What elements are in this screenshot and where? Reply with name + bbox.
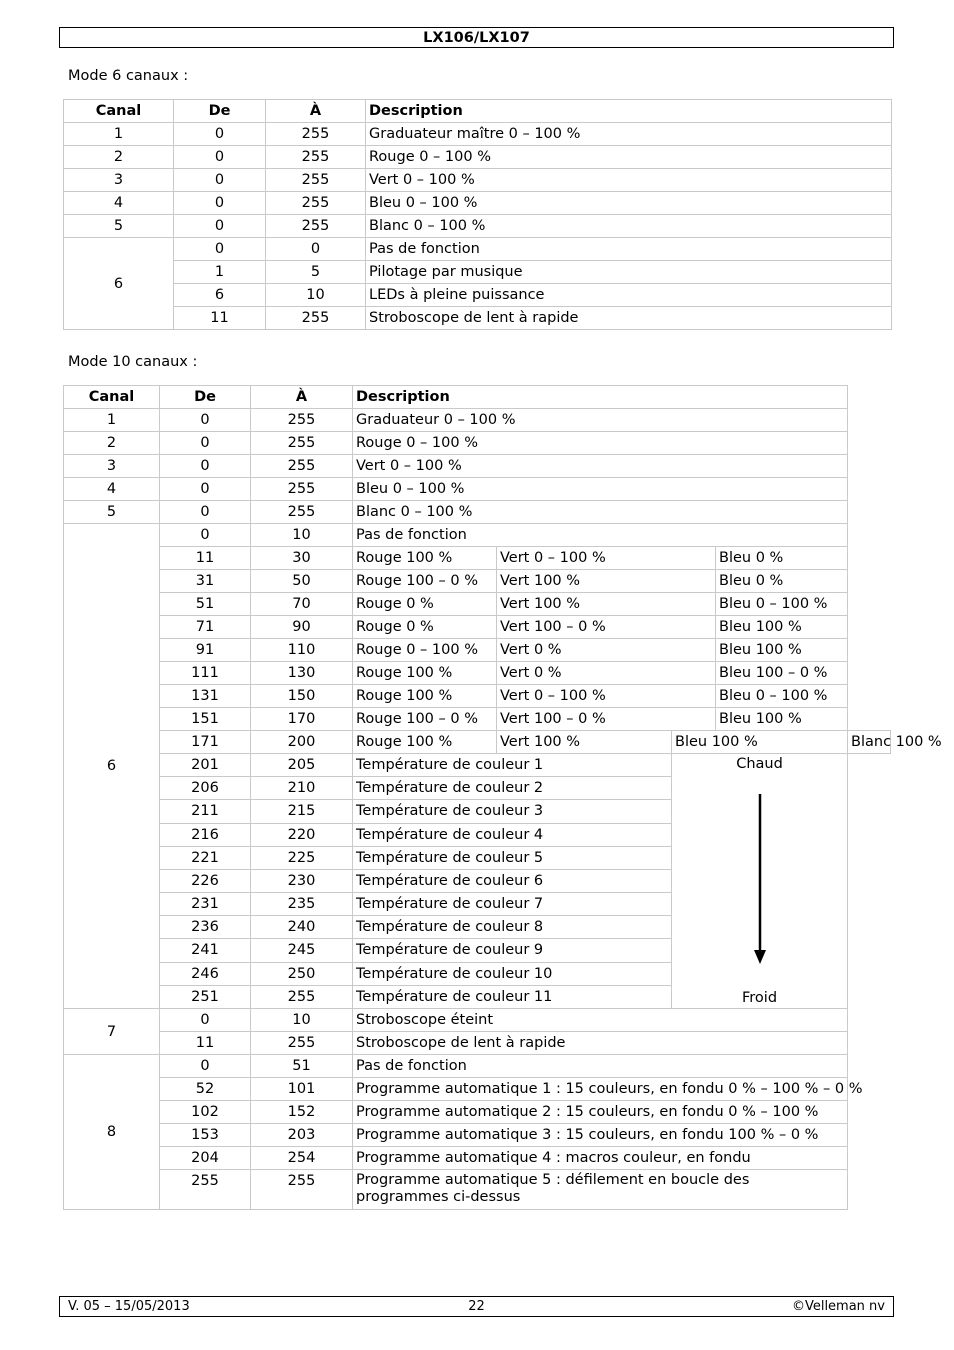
cell-red: Rouge 100 – 0 %	[353, 570, 497, 593]
cell-de: 0	[160, 1009, 251, 1032]
cell-a: 10	[266, 284, 366, 307]
table-row	[64, 731, 891, 754]
cell-a: 255	[251, 985, 353, 1008]
cell-de: 204	[160, 1147, 251, 1170]
cell-de: 51	[160, 593, 251, 616]
cell-canal: 6	[64, 524, 160, 1009]
cell-green: Vert 100 %	[497, 593, 716, 616]
cell-desc: Bleu 0 – 100 %	[353, 478, 848, 501]
copyright: ©Velleman nv	[791, 1299, 885, 1314]
cell-blue: Bleu 100 %	[672, 731, 848, 754]
cell-de: 1	[174, 261, 266, 284]
cell-a: 254	[251, 1147, 353, 1170]
cell-a: 245	[251, 939, 353, 962]
cell-a: 255	[251, 455, 353, 478]
cell-red: Rouge 0 %	[353, 593, 497, 616]
cell-de: 0	[160, 409, 251, 432]
cell-a: 255	[251, 432, 353, 455]
cell-green: Vert 100 – 0 %	[497, 708, 716, 731]
cell-red: Rouge 100 %	[353, 685, 497, 708]
table-row	[64, 409, 891, 432]
cell-desc: Stroboscope de lent à rapide	[353, 1032, 848, 1055]
cell-red: Rouge 100 %	[353, 731, 497, 754]
cell-a: 225	[251, 846, 353, 869]
table-row	[64, 547, 891, 570]
cell-a: 152	[251, 1101, 353, 1124]
cell-desc: Température de couleur 6	[353, 869, 672, 892]
cell-desc: Programme automatique 2 : 15 couleurs, en fondu 0 % – 100 %	[353, 1101, 848, 1124]
cell-de: 31	[160, 570, 251, 593]
cell-desc: Blanc 0 – 100 %	[353, 501, 848, 524]
cell-de: 236	[160, 916, 251, 939]
cell-a: 255	[266, 146, 366, 169]
cell-a: 51	[251, 1055, 353, 1078]
page-footer	[59, 1296, 894, 1317]
cell-desc: Température de couleur 1	[353, 754, 672, 777]
table-row	[64, 616, 891, 639]
table-row	[64, 1124, 891, 1147]
cell-a: 130	[251, 662, 353, 685]
cell-canal: 6	[64, 238, 174, 330]
cell-green: Vert 100 – 0 %	[497, 616, 716, 639]
cell-de: 251	[160, 985, 251, 1008]
cell-a: 255	[266, 169, 366, 192]
cell-red: Rouge 0 – 100 %	[353, 639, 497, 662]
cell-desc: Graduateur maître 0 – 100 %	[366, 123, 892, 146]
cell-desc: Programme automatique 4 : macros couleur, en fondu	[353, 1147, 848, 1170]
cell-desc: Rouge 0 – 100 %	[366, 146, 892, 169]
table-row	[64, 123, 892, 146]
table-row	[64, 524, 891, 547]
cell-red: Rouge 100 %	[353, 662, 497, 685]
cell-de: 0	[174, 146, 266, 169]
cell-a: 255	[266, 307, 366, 330]
cell-desc: LEDs à pleine puissance	[366, 284, 892, 307]
cell-blue: Bleu 0 – 100 %	[716, 593, 848, 616]
cell-de: 226	[160, 869, 251, 892]
cell-de: 201	[160, 754, 251, 777]
cell-de: 0	[174, 215, 266, 238]
cell-canal: 1	[64, 409, 160, 432]
cell-a: 230	[251, 869, 353, 892]
version-date: V. 05 – 15/05/2013	[68, 1299, 190, 1314]
table-header-row	[64, 100, 892, 123]
cell-a: 30	[251, 547, 353, 570]
cell-de: 0	[160, 455, 251, 478]
col-description: Description	[353, 386, 848, 409]
cell-de: 11	[160, 547, 251, 570]
cell-de: 255	[160, 1170, 251, 1210]
col-description: Description	[366, 100, 892, 123]
cell-a: 235	[251, 893, 353, 916]
cell-de: 52	[160, 1078, 251, 1101]
cell-a: 255	[251, 501, 353, 524]
col-a: À	[266, 100, 366, 123]
cell-canal: 1	[64, 123, 174, 146]
cell-blue: Bleu 100 – 0 %	[716, 662, 848, 685]
warm-label: Chaud	[736, 756, 783, 772]
cell-canal: 2	[64, 432, 160, 455]
cell-desc: Vert 0 – 100 %	[366, 169, 892, 192]
cell-desc: Stroboscope de lent à rapide	[366, 307, 892, 330]
cell-de: 216	[160, 823, 251, 846]
cell-desc: Bleu 0 – 100 %	[366, 192, 892, 215]
table-row	[64, 708, 891, 731]
cell-de: 131	[160, 685, 251, 708]
cell-green: Vert 0 – 100 %	[497, 547, 716, 570]
table-row	[64, 284, 892, 307]
cell-de: 0	[174, 123, 266, 146]
cell-desc: Température de couleur 10	[353, 962, 672, 985]
cell-blue: Bleu 100 %	[716, 639, 848, 662]
cell-canal: 2	[64, 146, 174, 169]
cell-white: Blanc 100 %	[848, 731, 891, 754]
cell-de: 91	[160, 639, 251, 662]
table-row	[64, 261, 892, 284]
col-de: De	[174, 100, 266, 123]
cell-de: 11	[160, 1032, 251, 1055]
cell-a: 255	[266, 192, 366, 215]
col-canal: Canal	[64, 100, 174, 123]
cell-a: 255	[266, 123, 366, 146]
cell-de: 11	[174, 307, 266, 330]
table-row	[64, 501, 891, 524]
cell-desc: Blanc 0 – 100 %	[366, 215, 892, 238]
mode10-label: Mode 10 canaux :	[68, 354, 198, 370]
cell-de: 0	[174, 169, 266, 192]
cell-a: 255	[266, 215, 366, 238]
cell-green: Vert 100 %	[497, 731, 672, 754]
cell-canal: 5	[64, 501, 160, 524]
cell-a: 205	[251, 754, 353, 777]
table-row	[64, 593, 891, 616]
table-row	[64, 754, 891, 777]
cell-a: 255	[251, 478, 353, 501]
mode10-table	[63, 385, 942, 1210]
cell-canal: 4	[64, 478, 160, 501]
cell-de: 0	[174, 238, 266, 261]
cell-de: 221	[160, 846, 251, 869]
table-row	[64, 238, 892, 261]
table-row	[64, 192, 892, 215]
cell-canal: 7	[64, 1009, 160, 1055]
cell-canal: 8	[64, 1055, 160, 1210]
cell-a: 240	[251, 916, 353, 939]
table-row	[64, 639, 891, 662]
cell-desc: Programme automatique 1 : 15 couleurs, en fondu 0 % – 100 % – 0 %	[353, 1078, 848, 1101]
cell-desc: Pilotage par musique	[366, 261, 892, 284]
table-row	[64, 307, 892, 330]
col-a: À	[251, 386, 353, 409]
cell-de: 71	[160, 616, 251, 639]
mode6-table	[63, 99, 892, 330]
cell-a: 200	[251, 731, 353, 754]
cell-desc: Température de couleur 11	[353, 985, 672, 1008]
cell-a: 10	[251, 524, 353, 547]
table-row	[64, 169, 892, 192]
cell-desc: Rouge 0 – 100 %	[353, 432, 848, 455]
cell-desc: Pas de fonction	[366, 238, 892, 261]
document-header: LX106/LX107	[59, 27, 894, 48]
cell-blue: Bleu 0 %	[716, 570, 848, 593]
table-row	[64, 146, 892, 169]
table-row	[64, 685, 891, 708]
table-row	[64, 478, 891, 501]
cell-desc: Température de couleur 9	[353, 939, 672, 962]
cell-a: 255	[251, 1170, 353, 1210]
cell-a: 150	[251, 685, 353, 708]
cell-green: Vert 100 %	[497, 570, 716, 593]
page-number: 22	[468, 1299, 485, 1314]
cell-canal: 3	[64, 169, 174, 192]
cell-a: 250	[251, 962, 353, 985]
cell-a: 220	[251, 823, 353, 846]
cell-de: 6	[174, 284, 266, 307]
cell-blue: Bleu 100 %	[716, 616, 848, 639]
table-row	[64, 1055, 891, 1078]
warm-cold-indicator	[672, 754, 848, 1009]
mode6-label: Mode 6 canaux :	[68, 68, 189, 84]
cell-a: 101	[251, 1078, 353, 1101]
cell-a: 203	[251, 1124, 353, 1147]
cell-desc: Température de couleur 2	[353, 777, 672, 800]
cold-label: Froid	[741, 990, 778, 1006]
cell-de: 0	[160, 501, 251, 524]
cell-desc: Pas de fonction	[353, 1055, 848, 1078]
cell-de: 153	[160, 1124, 251, 1147]
cell-de: 211	[160, 800, 251, 823]
cell-red: Rouge 0 %	[353, 616, 497, 639]
cell-de: 0	[160, 1055, 251, 1078]
cell-a: 110	[251, 639, 353, 662]
cell-a: 90	[251, 616, 353, 639]
cell-a: 10	[251, 1009, 353, 1032]
cell-green: Vert 0 – 100 %	[497, 685, 716, 708]
col-canal: Canal	[64, 386, 160, 409]
cell-de: 0	[174, 192, 266, 215]
cell-de: 171	[160, 731, 251, 754]
cell-de: 0	[160, 432, 251, 455]
cell-blue: Bleu 100 %	[716, 708, 848, 731]
cell-canal: 4	[64, 192, 174, 215]
cell-desc: Température de couleur 4	[353, 823, 672, 846]
table-row	[64, 432, 891, 455]
table-row	[64, 215, 892, 238]
cell-desc: Température de couleur 8	[353, 916, 672, 939]
cell-blue: Bleu 0 – 100 %	[716, 685, 848, 708]
cell-de: 151	[160, 708, 251, 731]
cell-de: 231	[160, 893, 251, 916]
cell-desc: Température de couleur 3	[353, 800, 672, 823]
cell-de: 102	[160, 1101, 251, 1124]
cell-red: Rouge 100 %	[353, 547, 497, 570]
table-row	[64, 570, 891, 593]
col-de: De	[160, 386, 251, 409]
cell-desc: Pas de fonction	[353, 524, 848, 547]
cell-de: 206	[160, 777, 251, 800]
cell-desc: Stroboscope éteint	[353, 1009, 848, 1032]
cell-de: 111	[160, 662, 251, 685]
table-row	[64, 455, 891, 478]
cell-a: 210	[251, 777, 353, 800]
table-row	[64, 1147, 891, 1170]
cell-a: 255	[251, 1032, 353, 1055]
cell-green: Vert 0 %	[497, 662, 716, 685]
cell-desc: Température de couleur 7	[353, 893, 672, 916]
cell-desc: Programme automatique 3 : 15 couleurs, en fondu 100 % – 0 %	[353, 1124, 848, 1147]
cell-desc: Température de couleur 5	[353, 846, 672, 869]
cell-a: 255	[251, 409, 353, 432]
cell-blue: Bleu 0 %	[716, 547, 848, 570]
cell-a: 70	[251, 593, 353, 616]
cell-desc: Programme automatique 5 : défilement en boucle des programmes ci-dessus	[353, 1170, 848, 1210]
cell-de: 246	[160, 962, 251, 985]
cell-a: 0	[266, 238, 366, 261]
cell-green: Vert 0 %	[497, 639, 716, 662]
cell-a: 215	[251, 800, 353, 823]
cell-de: 0	[160, 478, 251, 501]
table-row	[64, 1009, 891, 1032]
cell-a: 50	[251, 570, 353, 593]
table-row	[64, 1101, 891, 1124]
cell-canal: 5	[64, 215, 174, 238]
cell-canal: 3	[64, 455, 160, 478]
down-arrow-icon	[752, 792, 768, 966]
cell-de: 241	[160, 939, 251, 962]
cell-a: 170	[251, 708, 353, 731]
cell-desc: Graduateur 0 – 100 %	[353, 409, 848, 432]
cell-red: Rouge 100 – 0 %	[353, 708, 497, 731]
table-row	[64, 1170, 891, 1210]
cell-a: 5	[266, 261, 366, 284]
table-row	[64, 662, 891, 685]
cell-de: 0	[160, 524, 251, 547]
table-header-row	[64, 386, 891, 409]
table-row	[64, 1032, 891, 1055]
cell-desc: Vert 0 – 100 %	[353, 455, 848, 478]
table-row	[64, 1078, 891, 1101]
